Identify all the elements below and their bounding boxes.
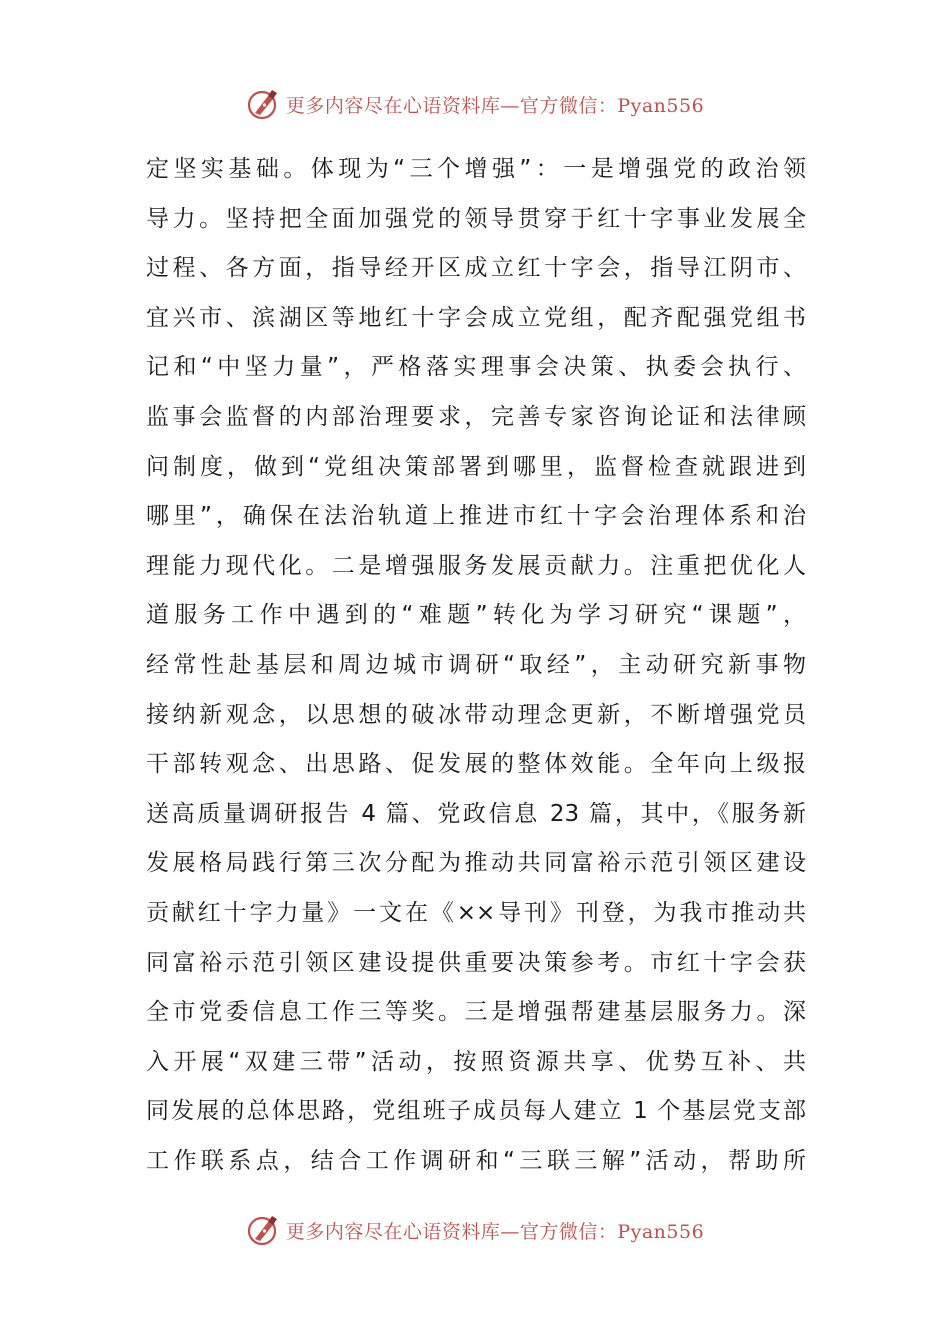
pen-nib-logo-icon bbox=[246, 1212, 282, 1248]
header-banner-text: 更多内容尽在心语资料库—官方微信：Pyan556 bbox=[285, 94, 705, 117]
text-line: 监事会监督的内部治理要求，完善专家咨询论证和法律顾 bbox=[146, 403, 806, 430]
text-line: 贡献红十字力量》一文在《××导刊》刊登，为我市推动共 bbox=[146, 899, 806, 926]
text-line: 记和“中坚力量”，严格落实理事会决策、执委会执行、 bbox=[146, 354, 806, 381]
text-line: 问制度，做到“党组决策部署到哪里，监督检查就跟进到 bbox=[146, 453, 806, 480]
text-line: 哪里”，确保在法治轨道上推进市红十字会治理体系和治 bbox=[146, 503, 806, 530]
text-line: 接纳新观念，以思想的破冰带动理念更新，不断增强党员 bbox=[146, 701, 806, 728]
text-line: 入开展“双建三带”活动，按照资源共享、优势互补、共 bbox=[146, 1048, 806, 1075]
text-line: 经常性赴基层和周边城市调研“取经”，主动研究新事物 bbox=[146, 651, 806, 678]
text-line: 发展格局践行第三次分配为推动共同富裕示范引领区建设 bbox=[146, 850, 806, 877]
document-body bbox=[146, 145, 806, 1186]
text-line: 干部转观念、出思路、促发展的整体效能。全年向上级报 bbox=[146, 751, 806, 778]
text-line: 导力。坚持把全面加强党的领导贯穿于红十字事业发展全 bbox=[146, 205, 806, 232]
text-line: 过程、各方面，指导经开区成立红十字会，指导江阴市、 bbox=[146, 255, 806, 282]
text-line: 同富裕示范引领区建设提供重要决策参考。市红十字会获 bbox=[146, 949, 806, 976]
footer-banner-text: 更多内容尽在心语资料库—官方微信：Pyan556 bbox=[285, 1220, 705, 1243]
text-line: 送高质量调研报告 4 篇、党政信息 23 篇，其中，《服务新 bbox=[146, 800, 806, 827]
footer-banner bbox=[0, 1210, 950, 1250]
text-line: 工作联系点，结合工作调研和“三联三解”活动，帮助所 bbox=[146, 1147, 806, 1174]
text-line: 同发展的总体思路，党组班子成员每人建立 1 个基层党支部 bbox=[146, 1098, 806, 1125]
text-line: 理能力现代化。二是增强服务发展贡献力。注重把优化人 bbox=[146, 552, 806, 579]
text-line: 定坚实基础。体现为“三个增强”：一是增强党的政治领 bbox=[146, 156, 806, 182]
text-line: 宜兴市、滨湖区等地红十字会成立党组，配齐配强党组书 bbox=[146, 304, 806, 331]
text-line: 全市党委信息工作三等奖。三是增强帮建基层服务力。深 bbox=[146, 999, 806, 1026]
pen-nib-logo-icon bbox=[246, 86, 282, 122]
header-banner bbox=[0, 84, 950, 124]
text-line: 道服务工作中遇到的“难题”转化为学习研究“课题”， bbox=[146, 602, 806, 629]
